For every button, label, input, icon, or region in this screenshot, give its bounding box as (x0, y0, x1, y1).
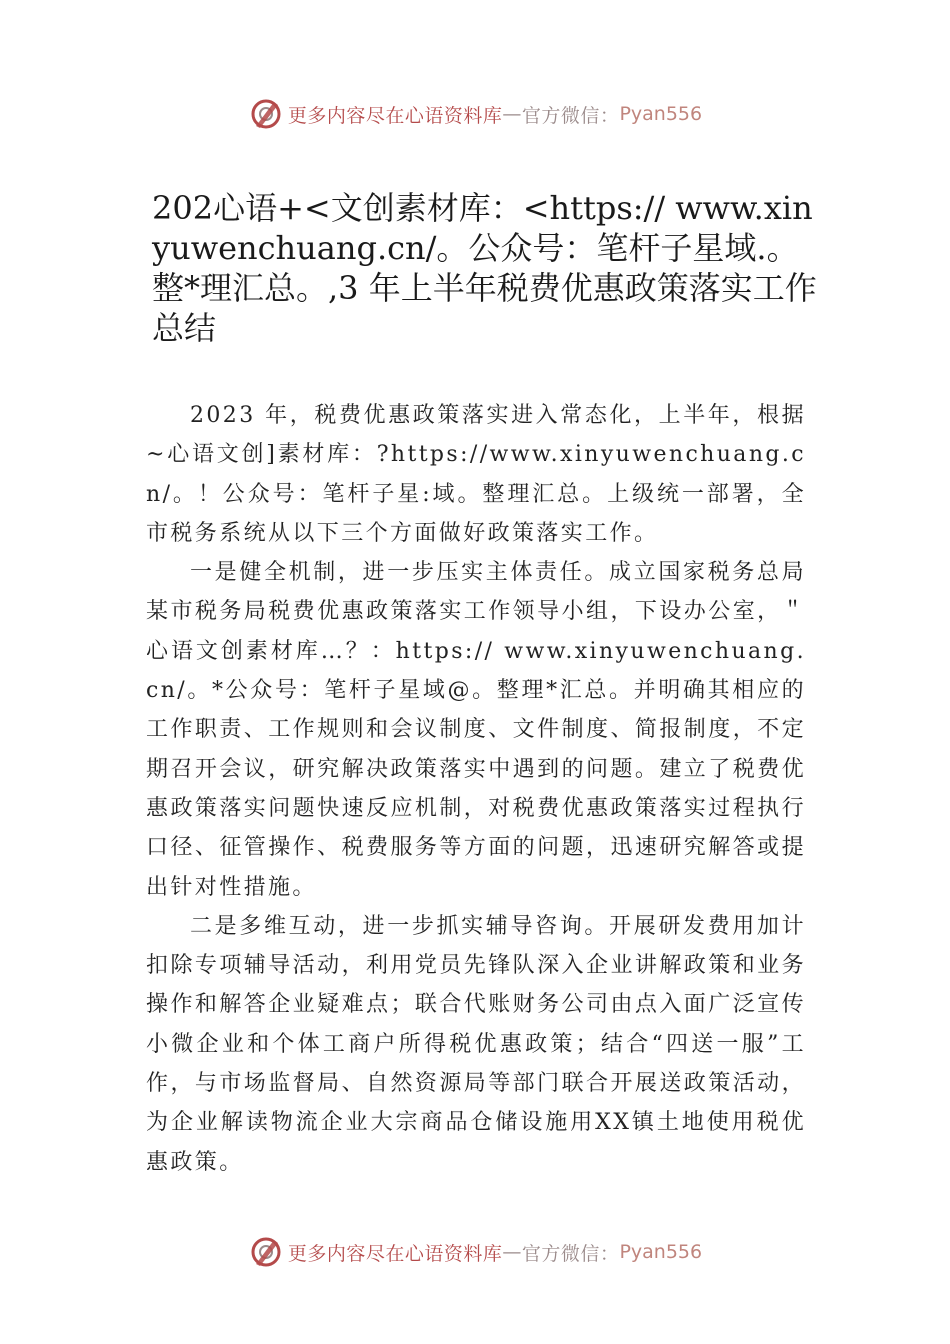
pen-logo-icon (248, 1234, 284, 1270)
paragraph-interaction: 二是多维互动，进一步抓实辅导咨询。开展研发费用加计扣除专项辅导活动，利用党员先锋队深入企业讲解政策和业务操作和解答企业疑难点；联合代账财务公司由点入面广泛宣传小微企业和个体工商户所得税优惠政策；结合“四送一服”工作，与市场监督局、自然资源局等部门联合开展送政策活动，为企业解读物流企业大宗商品仓储设施用XX镇土地使用税优惠政策。 (146, 913, 806, 1175)
pen-logo-icon (248, 96, 284, 132)
paragraph-intro: 2023 年，税费优惠政策落实进入常态化，上半年，根据~心语文创]素材库：?https://www.xinyuwenchuang.cn/。！公众号：笔杆子星:域。整理汇总。上级统一部署，全市税务系统从以下三个方面做好政策落实工作。 (146, 403, 806, 546)
banner-wechat-label: 官方微信： (521, 1242, 620, 1265)
document-body (146, 396, 806, 1182)
banner-brand: 更多内容尽在心语资料库 (287, 1242, 503, 1265)
paragraph-mechanism: 一是健全机制，进一步压实主体责任。成立国家税务总局某市税务局税费优惠政策落实工作领导小组，下设办公室，＂心语文创素材库…？：https:// www.xinyuwenchuang.cn/。*公众号：笔杆子星域@。整理*汇总。并明确其相应的工作职责、工作规则和会议制度、文件制度、简报制度，不定期召开会议，研究解决政策落实中遇到的问题。建立了税费优惠政策落实问题快速反应机制，对税费优惠政策落实过程执行口径、征管操作、税费服务等方面的问题，迅速研究解答或提出针对性措施。 (146, 560, 806, 900)
banner-wechat-label: 官方微信： (521, 104, 620, 127)
document-title: 202心语+<文创素材库：<https:// www.xinyuwenchuang.cn/。公众号：笔杆子星域.。整*理汇总。,3 年上半年税费优惠政策落实工作总结 (152, 189, 817, 347)
banner-dash: — (502, 1241, 522, 1263)
header-banner (0, 94, 950, 134)
footer-banner (0, 1232, 950, 1272)
banner-brand: 更多内容尽在心语资料库 (287, 104, 503, 127)
banner-dash: — (502, 103, 522, 125)
banner-wechat-id: Pyan556 (619, 1241, 703, 1263)
banner-wechat-id: Pyan556 (619, 103, 703, 125)
